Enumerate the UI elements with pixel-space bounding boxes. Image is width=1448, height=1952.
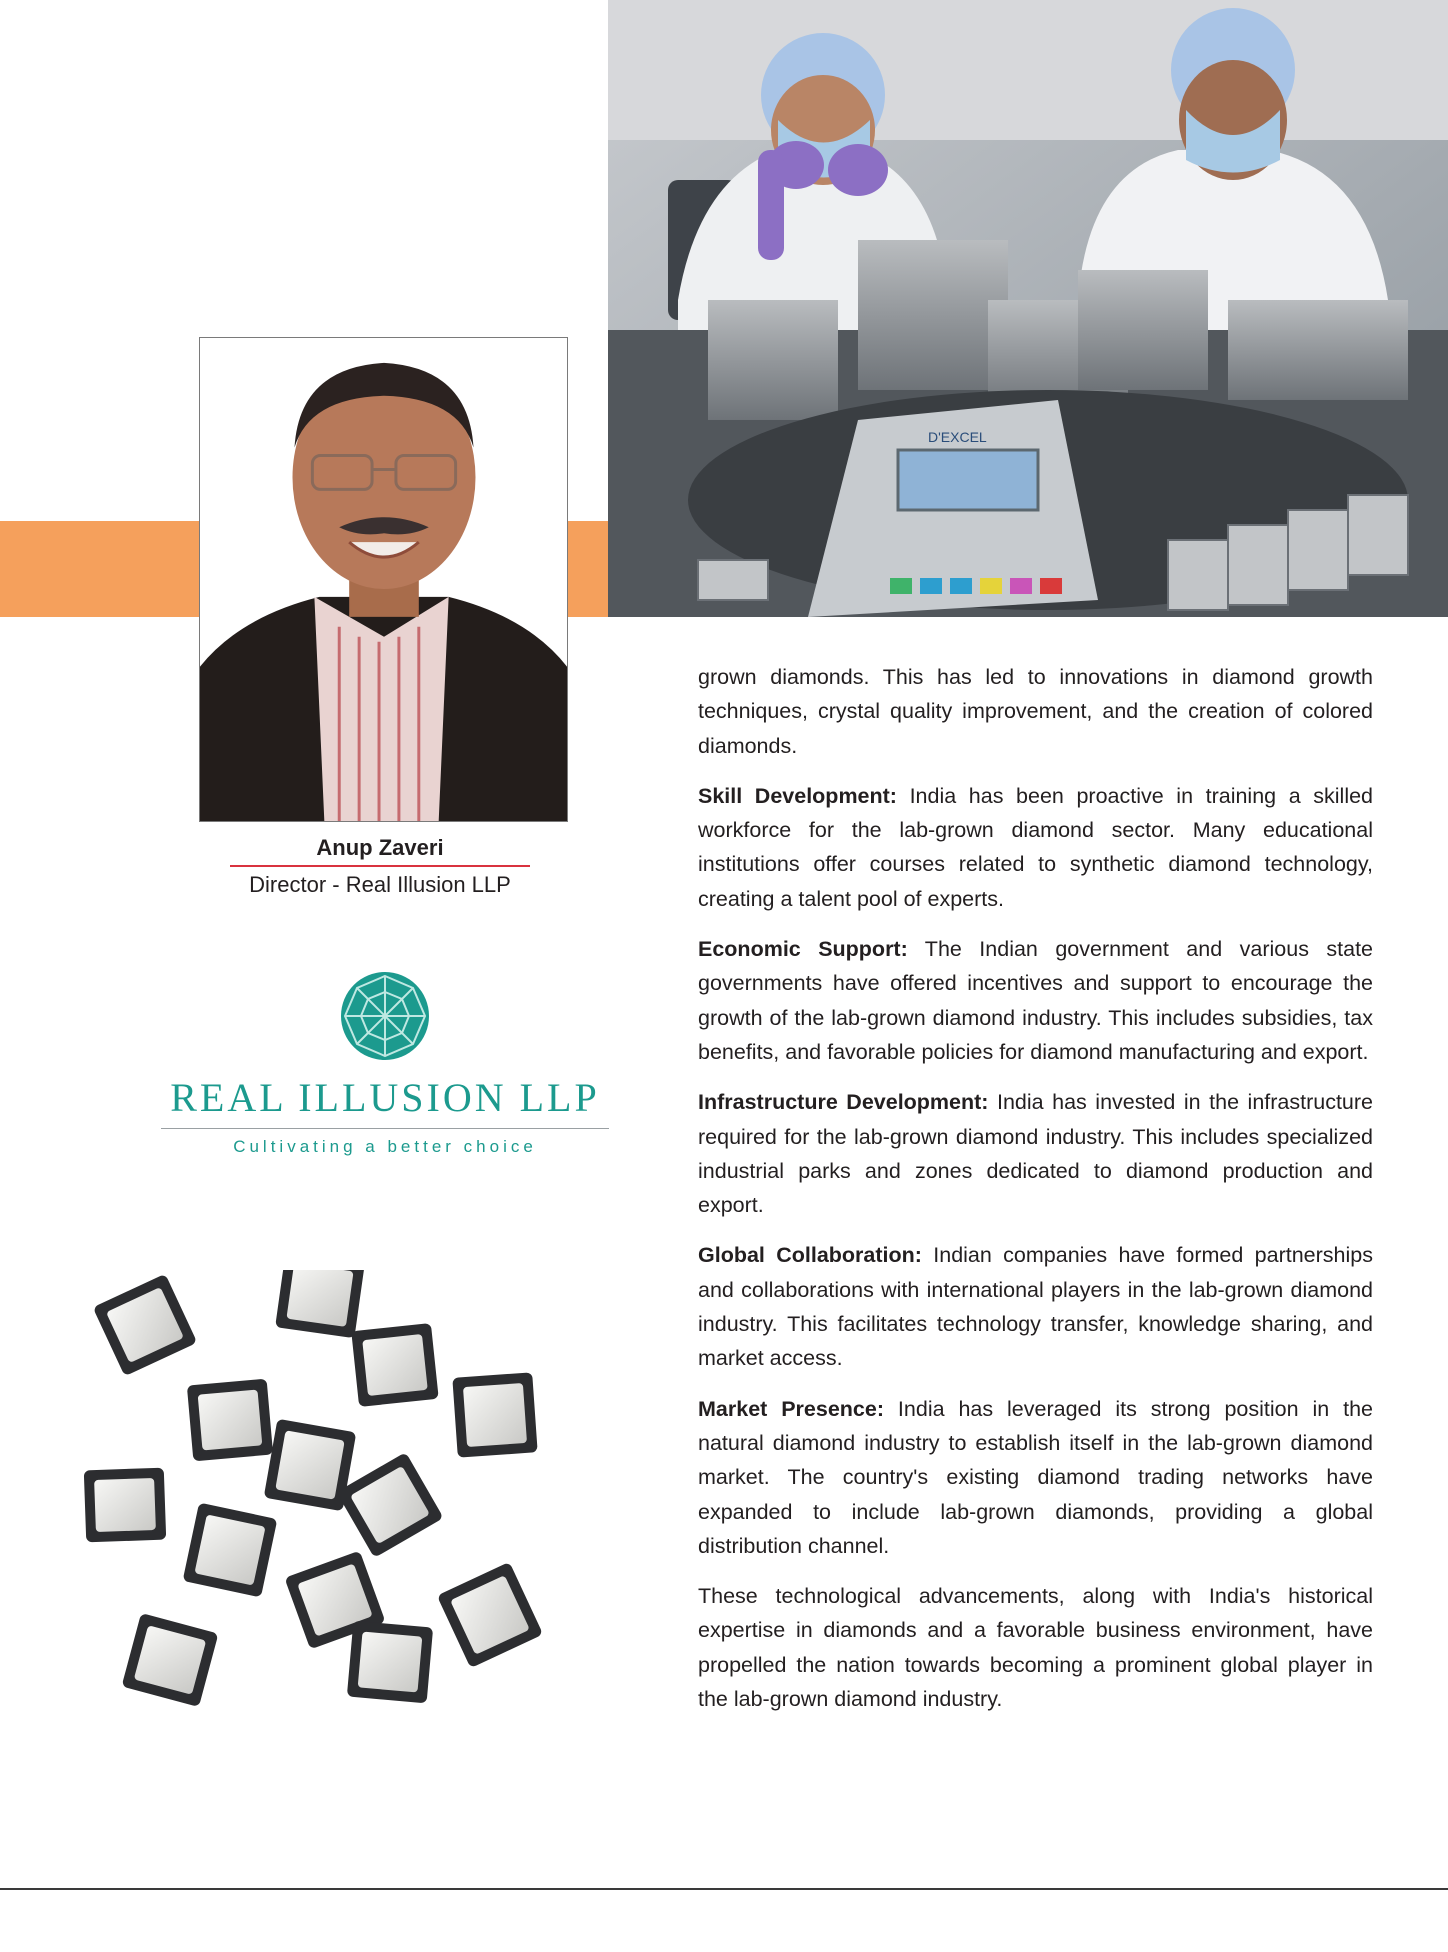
diamond-logo-icon <box>339 970 431 1062</box>
lab-technicians-photo <box>608 0 1448 617</box>
section-text: India has leveraged its strong position in the natural diamond industry to establish itself in the lab-grown diamond market. The country's existing diamond trading networks have expanded to include lab-grown diamonds, providing a global distribution channel. <box>698 1396 1373 1558</box>
company-logo <box>150 970 620 1157</box>
section-text: Indian companies have formed partnerships and collaborations with international players in the lab-grown diamond industry. This facilitates technology transfer, knowledge sharing, and market access. <box>698 1243 1373 1371</box>
section-text: The Indian government and various state governments have offered incentives and support to encourage the growth of the lab-grown diamond industry. This includes subsidies, tax benefits, and favorable policies for diamond manufacturing and export. <box>698 937 1373 1064</box>
portrait-photo <box>199 337 568 822</box>
diamond-crystals-photo <box>70 1270 630 1710</box>
section-global-collaboration <box>698 1238 1373 1375</box>
logo-company-name: REAL ILLUSION LLP <box>170 1075 600 1120</box>
section-market-presence <box>698 1392 1373 1563</box>
section-text: India has invested in the infrastructure required for the lab-grown diamond industry. This includes specialized industrial parks and zones dedicated to diamond production and export. <box>698 1090 1373 1218</box>
portrait-caption <box>230 834 530 901</box>
person-role: Director - Real Illusion LLP <box>249 872 511 897</box>
section-heading: Skill Development: <box>698 783 897 808</box>
article-intro: grown diamonds. This has led to innovations in diamond growth techniques, crystal quality improvement, and the creation of colored diamonds. <box>698 665 1373 758</box>
section-heading: Global Collaboration: <box>698 1243 922 1268</box>
section-text: India has been proactive in training a skilled workforce for the lab-grown diamond sector. Many educational institutions offer courses related to synthetic diamond technology, creating a talent pool of experts. <box>698 783 1374 911</box>
section-heading: Infrastructure Development: <box>698 1090 989 1115</box>
article-conclusion: These technological advancements, along with India's historical expertise in diamonds and a favorable business environment, have propelled the nation towards becoming a prominent global player in the lab-grown diamond industry. <box>698 1584 1373 1712</box>
device-label: D'EXCEL <box>928 429 987 445</box>
section-heading: Economic Support: <box>698 937 908 962</box>
logo-divider <box>161 1128 609 1129</box>
section-heading: Market Presence: <box>698 1396 885 1421</box>
article-body <box>698 660 1373 1732</box>
person-name: Anup Zaveri <box>230 834 530 867</box>
section-skill-development <box>698 779 1373 916</box>
footer-divider <box>0 1888 1448 1890</box>
section-infrastructure-development <box>698 1085 1373 1222</box>
section-economic-support <box>698 932 1373 1069</box>
logo-tagline: Cultivating a better choice <box>233 1137 537 1156</box>
